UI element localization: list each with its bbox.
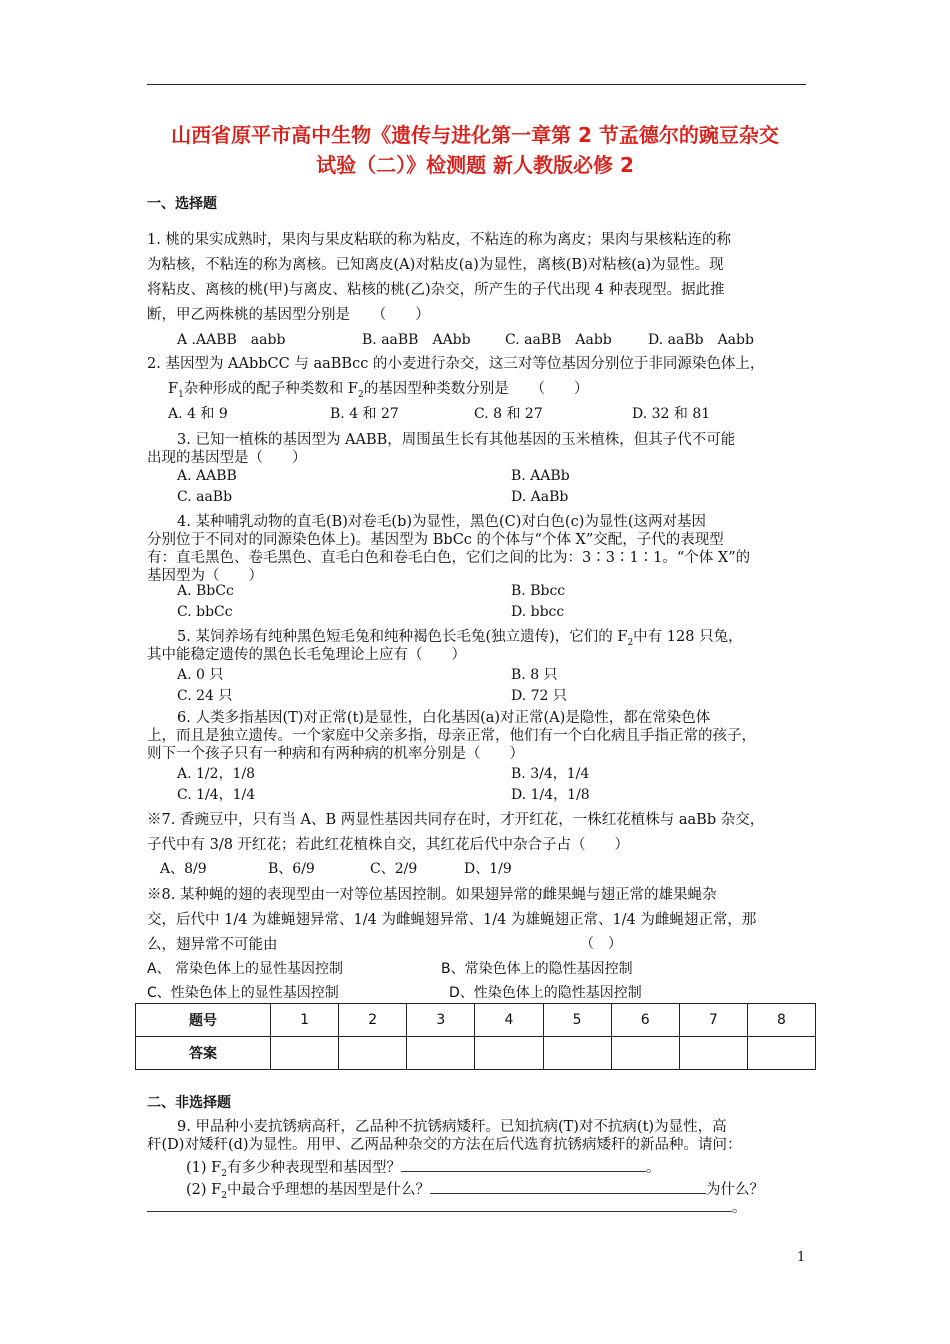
q8-option-a: A、 常染色体上的显性基因控制: [147, 961, 344, 977]
q4-line-4: 基因型为（ ）: [147, 568, 263, 584]
q1-line-4: 断，甲乙两株桃的基因型分别是 （ ）: [147, 307, 430, 323]
q9-reason-blank[interactable]: [147, 1197, 732, 1212]
q1-option-b: B. aaBB AAbb: [362, 332, 471, 348]
table-col-4: 4: [475, 1004, 543, 1037]
q7-option-b: B、6/9: [268, 861, 315, 877]
q4-line-3: 有：直毛黑色、卷毛黑色、直毛白色和卷毛白色，它们之间的比为：3∶3∶1∶1。“个体 X”的: [147, 550, 751, 566]
q7-option-d: D、1/9: [464, 861, 512, 877]
q1-option-c: C. aaBB Aabb: [505, 332, 612, 348]
table-row: [136, 1037, 816, 1070]
section-heading-choice: 一、选择题: [147, 196, 217, 212]
q8-line-1: ※8. 某种蝇的翅的表现型由一对等位基因控制。如果翅异常的雌果蝇与翅正常的雄果蝇杂: [147, 887, 717, 903]
q5-option-c: C. 24 只: [177, 688, 233, 704]
answer-cell-4[interactable]: [475, 1037, 543, 1070]
q9-line-2: 秆(D)对矮秆(d)为显性。用甲、乙两品种杂交的方法在后代选育抗锈病矮秆的新品种。请问：: [147, 1137, 742, 1153]
q9-line-1: 9. 甲品种小麦抗锈病高秆，乙品种不抗锈病矮秆。已知抗病(T)对不抗病(t)为显性，高: [177, 1119, 727, 1135]
title-line-2: 试验（二）》检测题 新人教版必修 2: [316, 153, 634, 177]
q1-option-d: D. aaBb Aabb: [648, 332, 754, 348]
q1-line-3: 将粘皮、离核的桃(甲)与离皮、粘核的桃(乙)杂交，所产生的子代出现 4 种表现型。据此推: [147, 282, 725, 298]
q9-sub-1: (1) $F_2$有多少种表现型和基因型？ 。: [186, 1156, 660, 1179]
q4-option-a: A. BbCc: [177, 583, 234, 599]
q5-line-1: 5. 某饲养场有纯种黑色短毛兔和纯种褐色长毛兔(独立遗传)，它们的 $F_2$中有 128 只兔，: [177, 629, 743, 648]
title-line-1: 山西省原平市高中生物《遗传与进化第一章第 2 节孟德尔的豌豆杂交: [171, 123, 779, 147]
q5-option-d: D. 72 只: [511, 688, 567, 704]
answer-table: [135, 1003, 816, 1070]
q1-line-1: 1. 桃的果实成熟时，果肉与果皮粘联的称为粘皮，不粘连的称为离皮；果肉与果核粘连的称: [147, 232, 731, 248]
q9-reason-line: 。: [147, 1196, 747, 1217]
header-rule: [147, 84, 806, 85]
q3-line-1: 3. 已知一植株的基因型为 AABB，周围虽生长有其他基因的玉米植株，但其子代不可能: [177, 432, 736, 448]
q7-line-1: ※7. 香豌豆中，只有当 A、B 两显性基因共同存在时，才开红花，一株红花植株与 aaBb 杂交，: [147, 812, 765, 828]
q5-option-a: A. 0 只: [177, 667, 224, 683]
q2-option-c: C. 8 和 27: [474, 406, 543, 422]
q4-option-b: B. Bbcc: [511, 583, 566, 599]
answer-cell-1[interactable]: [271, 1037, 339, 1070]
q6-option-b: B. 3/4，1/4: [511, 766, 590, 782]
table-col-2: 2: [339, 1004, 407, 1037]
q2-option-d: D. 32 和 81: [632, 406, 711, 422]
q7-line-2: 子代中有 3/8 开红花；若此红花植株自交，其红花后代中杂合子占（ ）: [147, 837, 630, 853]
q5-option-b: B. 8 只: [511, 667, 558, 683]
q8-option-c: C、性染色体上的显性基因控制: [147, 985, 339, 1001]
q4-option-c: C. bbCc: [177, 604, 233, 620]
q7-option-a: A、8/9: [160, 861, 207, 877]
q8-option-b: B、常染色体上的隐性基因控制: [441, 961, 633, 977]
q9-sub1-blank[interactable]: [401, 1157, 646, 1172]
q3-option-c: C. aaBb: [177, 489, 233, 505]
table-col-7: 7: [679, 1004, 747, 1037]
table-col-6: 6: [611, 1004, 679, 1037]
q2-line-2: $F_1$杂种形成的配子种类数和 $F_2$的基因型种类数分别是 （ ）: [168, 381, 589, 400]
q2-option-b: B. 4 和 27: [330, 406, 399, 422]
q6-option-a: A. 1/2，1/8: [177, 766, 256, 782]
table-col-1: 1: [271, 1004, 339, 1037]
q8-line-3: 么，翅异常不可能由: [147, 937, 278, 953]
answer-cell-3[interactable]: [407, 1037, 475, 1070]
q6-option-d: D. 1/4，1/8: [511, 787, 590, 803]
table-header-answer: 答案: [136, 1037, 271, 1070]
q3-line-2: 出现的基因型是（ ）: [147, 450, 307, 466]
q4-option-d: D. bbcc: [511, 604, 565, 620]
document-title: [140, 120, 810, 180]
answer-cell-2[interactable]: [339, 1037, 407, 1070]
q8-option-d: D、性染色体上的隐性基因控制: [449, 985, 642, 1001]
q8-line-2: 交，后代中 1/4 为雄蝇翅异常、1/4 为雌蝇翅异常、1/4 为雄蝇翅正常、1/4 为雌蝇翅正常，那: [147, 912, 757, 928]
q4-line-1: 4. 某种哺乳动物的直毛(B)对卷毛(b)为显性，黑色(C)对白色(c)为显性(这两对基因: [177, 514, 707, 530]
q3-option-b: B. AABb: [511, 468, 570, 484]
q6-line-3: 则下一个孩子只有一种病和有两种病的机率分别是（ ）: [147, 746, 524, 762]
q3-option-d: D. AaBb: [511, 489, 569, 505]
q1-option-a: A .AABB aabb: [177, 332, 286, 348]
table-col-5: 5: [543, 1004, 611, 1037]
q3-option-a: A. AABB: [177, 468, 237, 484]
q6-option-c: C. 1/4，1/4: [177, 787, 256, 803]
table-col-8: 8: [747, 1004, 815, 1037]
q2-option-a: A. 4 和 9: [168, 406, 228, 422]
q6-line-2: 上，而且是独立遗传。一个家庭中父亲多指，母亲正常，他们有一个白化病且手指正常的孩子，: [147, 728, 756, 744]
answer-cell-7[interactable]: [679, 1037, 747, 1070]
q5-line-2: 其中能稳定遗传的黑色长毛兔理论上应有（ ）: [147, 647, 466, 663]
table-header-question-number: 题号: [136, 1004, 271, 1037]
page-number: 1: [797, 1250, 806, 1265]
table-row: [136, 1004, 816, 1037]
section-heading-non-choice: 二、非选择题: [147, 1095, 231, 1111]
answer-cell-6[interactable]: [611, 1037, 679, 1070]
answer-cell-5[interactable]: [543, 1037, 611, 1070]
q6-line-1: 6. 人类多指基因(T)对正常(t)是显性，白化基因(a)对正常(A)是隐性，都在常染色体: [177, 710, 711, 726]
q4-line-2: 分别位于不同对的同源染色体上)。基因型为 BbCc 的个体与“个体 X”交配，子代的表现型: [147, 532, 724, 548]
q1-line-2: 为粘核，不粘连的称为离核。已知离皮(A)对粘皮(a)为显性，离核(B)对粘核(a)为显性。现: [147, 257, 724, 273]
q9-sub2-blank[interactable]: [430, 1179, 706, 1194]
q7-option-c: C、2/9: [370, 861, 418, 877]
q8-answer-paren: （ ）: [580, 936, 622, 952]
q2-line-1: 2. 基因型为 AAbbCC 与 aaBBcc 的小麦进行杂交，这三对等位基因分别位于非同源染色体上，: [147, 356, 765, 372]
q9-sub-2: (2) $F_2$中最合乎理想的基因型是什么？ 为什么？: [186, 1178, 764, 1201]
table-col-3: 3: [407, 1004, 475, 1037]
answer-cell-8[interactable]: [747, 1037, 815, 1070]
